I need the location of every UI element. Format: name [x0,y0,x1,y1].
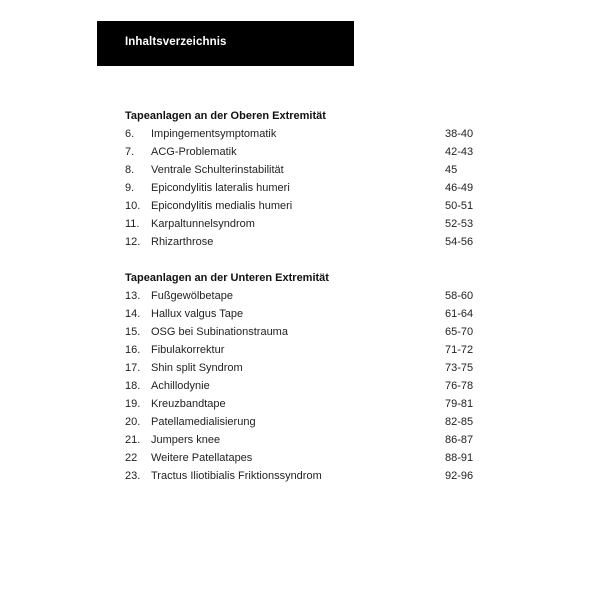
entry-number: 6. [125,128,135,140]
entry-number: 21. [125,434,141,446]
entry-pages: 92-96 [445,470,474,482]
entry-pages: 79-81 [445,398,474,410]
entry-number: 13. [125,290,141,302]
entry-pages: 65-70 [445,326,474,338]
toc-section-upper-extremity [125,107,475,251]
section-title: Tapeanlagen an der Oberen Extremität [125,110,326,122]
section-title: Tapeanlagen an der Unteren Extremität [125,272,329,284]
entry-pages: 52-53 [445,218,474,230]
entry-number: 10. [125,200,141,212]
entry-title: Epicondylitis lateralis humeri [151,182,290,194]
toc-entry [125,197,475,215]
toc-entry [125,449,475,467]
entry-number: 7. [125,146,135,158]
entry-number: 15. [125,326,141,338]
toc-entry [125,215,475,233]
entry-number: 9. [125,182,135,194]
toc-entry [125,431,475,449]
entry-number: 16. [125,344,141,356]
header-bar [97,21,354,66]
toc-entry [125,233,475,251]
page-title: Inhaltsverzeichnis [125,36,227,48]
entry-pages: 76-78 [445,380,474,392]
toc-entry [125,413,475,431]
toc-entry [125,359,475,377]
entry-number: 14. [125,308,141,320]
entry-number: 22 [125,452,138,464]
entry-number: 23. [125,470,141,482]
toc-entry [125,305,475,323]
entry-pages: 86-87 [445,434,474,446]
entry-number: 18. [125,380,141,392]
entry-number: 19. [125,398,141,410]
entry-title: Fibulakorrektur [151,344,225,356]
entry-title: Shin split Syndrom [151,362,243,374]
entry-title: Ventrale Schulterinstabilität [151,164,284,176]
entry-pages: 88-91 [445,452,474,464]
entry-title: Fußgewölbetape [151,290,233,302]
entry-title: Rhizarthrose [151,236,214,248]
toc-entry [125,143,475,161]
entry-pages: 58-60 [445,290,474,302]
entry-title: Kreuzbandtape [151,398,226,410]
toc-entry [125,125,475,143]
toc-entry [125,377,475,395]
toc-entry [125,287,475,305]
entry-title: ACG-Problematik [151,146,237,158]
entry-title: OSG bei Subinationstrauma [151,326,288,338]
entry-title: Jumpers knee [151,434,221,446]
entry-pages: 82-85 [445,416,474,428]
entry-pages: 50-51 [445,200,474,212]
entry-title: Achillodynie [151,380,210,392]
toc-entry [125,161,475,179]
entry-number: 12. [125,236,141,248]
toc-entry [125,179,475,197]
entry-title: Weitere Patellatapes [151,452,253,464]
entry-title: Tractus Iliotibialis Friktionssyndrom [151,470,322,482]
entry-title: Patellamedialisierung [151,416,256,428]
entry-number: 8. [125,164,135,176]
entry-title: Epicondylitis medialis humeri [151,200,293,212]
toc-entry [125,395,475,413]
entry-number: 20. [125,416,141,428]
entry-pages: 38-40 [445,128,474,140]
entry-pages: 61-64 [445,308,474,320]
entry-pages: 42-43 [445,146,474,158]
toc-entry [125,467,475,485]
entry-number: 17. [125,362,141,374]
entry-pages: 54-56 [445,236,474,248]
toc-entry [125,323,475,341]
entry-pages: 71-72 [445,344,474,356]
toc-section-lower-extremity [125,269,475,485]
entry-number: 11. [125,218,140,230]
entry-title: Hallux valgus Tape [151,308,244,320]
toc-entry [125,341,475,359]
entry-pages: 73-75 [445,362,474,374]
entry-pages: 46-49 [445,182,474,194]
entry-title: Impingementsymptomatik [151,128,277,140]
entry-title: Karpaltunnelsyndrom [151,218,255,230]
entry-pages: 45 [445,164,458,176]
